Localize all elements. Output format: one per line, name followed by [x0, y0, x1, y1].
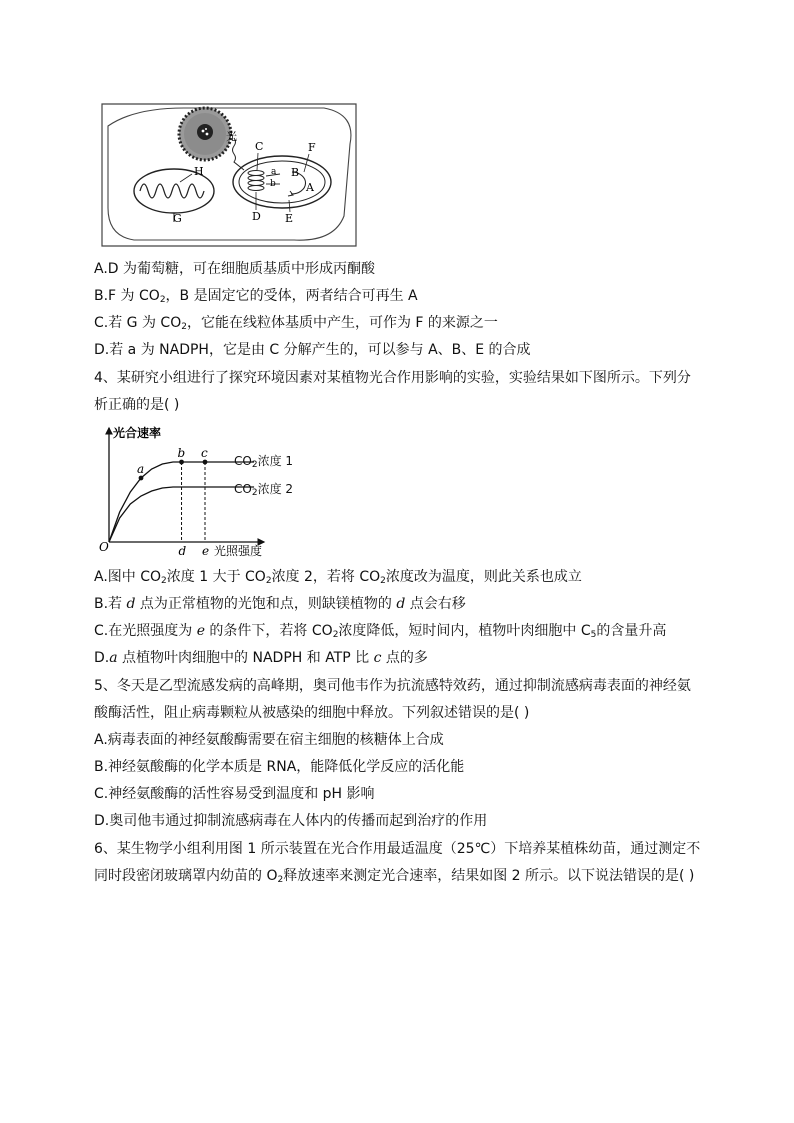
legend-co2-1: $CO_2$浓度 1	[234, 454, 294, 470]
point-a	[139, 476, 144, 481]
q5-stem-cont: 酸酶活性，阻止病毒颗粒从被感染的细胞中释放。下列叙述错误的是( )	[94, 705, 530, 721]
point-label-a: a	[137, 462, 145, 476]
q3-option-b[interactable]: B.F 为 $CO_2$，B 是固定它的受体，两者结合可再生 A	[94, 288, 418, 305]
cell-diagram	[94, 96, 366, 252]
label-E: E	[285, 212, 294, 225]
label-b: b	[270, 179, 276, 189]
label-D: D	[252, 210, 261, 223]
q6-stem-cont: 同时段密闭玻璃罩内幼苗的 $O_2$释放速率来测定光合速率，结果如图 2 所示。以下说法错误的是( )	[94, 868, 695, 885]
label-B: B	[291, 166, 300, 179]
point-b	[179, 460, 184, 465]
q4-option-c[interactable]: C.在光照强度为 e 的条件下，若将 $CO_2$浓度降低，短时间内，植物叶肉细胞中 $C_5$的含量升高	[94, 623, 667, 640]
marker-label-e: e	[202, 544, 210, 558]
q6-stem: 6、某生物学小组利用图 1 所示装置在光合作用最适温度（25℃）下培养某植株幼苗，通过测定不	[94, 841, 701, 857]
point-c	[203, 460, 208, 465]
label-A: A	[306, 181, 314, 194]
marker-label-d: d	[178, 544, 187, 558]
point-label-b: b	[177, 446, 186, 460]
point-label-c: c	[201, 446, 208, 460]
x-axis-label: 光照强度	[214, 544, 263, 558]
q4-option-d[interactable]: D.a 点植物叶肉细胞中的 NADPH 和 ATP 比 c 点的多	[94, 650, 428, 666]
nucleus	[179, 108, 231, 160]
q4-option-b[interactable]: B.若 d 点为正常植物的光饱和点，则缺镁植物的 d 点会右移	[94, 596, 466, 612]
label-a: a	[271, 167, 277, 177]
label-light: 光	[226, 130, 237, 143]
y-axis-label: 光合速率	[113, 426, 162, 440]
label-G: G	[173, 212, 182, 225]
q3-option-a[interactable]: A.D 为葡萄糖，可在细胞质基质中形成丙酮酸	[94, 261, 376, 277]
q4-stem-cont: 析正确的是( )	[94, 397, 180, 413]
label-H: H	[194, 165, 204, 178]
q4-stem: 4、某研究小组进行了探究环境因素对某植物光合作用影响的实验，实验结果如下图所示。下列分	[94, 370, 691, 386]
chloroplast	[233, 156, 331, 208]
q5-option-d[interactable]: D.奥司他韦通过抑制流感病毒在人体内的传播而起到治疗的作用	[94, 813, 488, 829]
label-C: C	[255, 140, 264, 153]
q3-option-c[interactable]: C.若 G 为 $CO_2$，它能在线粒体基质中产生，可作为 F 的来源之一	[94, 315, 498, 332]
origin-label: O	[99, 540, 109, 554]
q5-option-a[interactable]: A.病毒表面的神经氨酸酶需要在宿主细胞的核糖体上合成	[94, 732, 444, 748]
q5-stem: 5、冬天是乙型流感发病的高峰期，奥司他韦作为抗流感特效药，通过抑制流感病毒表面的神经氨	[94, 678, 691, 694]
label-F: F	[308, 141, 316, 154]
q3-option-d[interactable]: D.若 a 为 NADPH，它是由 C 分解产生的，可以参与 A、B、E 的合成	[94, 342, 531, 358]
q5-option-c[interactable]: C.神经氨酸酶的活性容易受到温度和 pH 影响	[94, 786, 375, 802]
q5-option-b[interactable]: B.神经氨酸酶的化学本质是 RNA，能降低化学反应的活化能	[94, 759, 465, 775]
legend-co2-2: $CO_2$浓度 2	[234, 482, 294, 498]
q4-option-a[interactable]: A.图中 $CO_2$浓度 1 大于 $CO_2$浓度 2，若将 $CO_2$浓度改为温度，则此关系也成立	[94, 569, 582, 586]
